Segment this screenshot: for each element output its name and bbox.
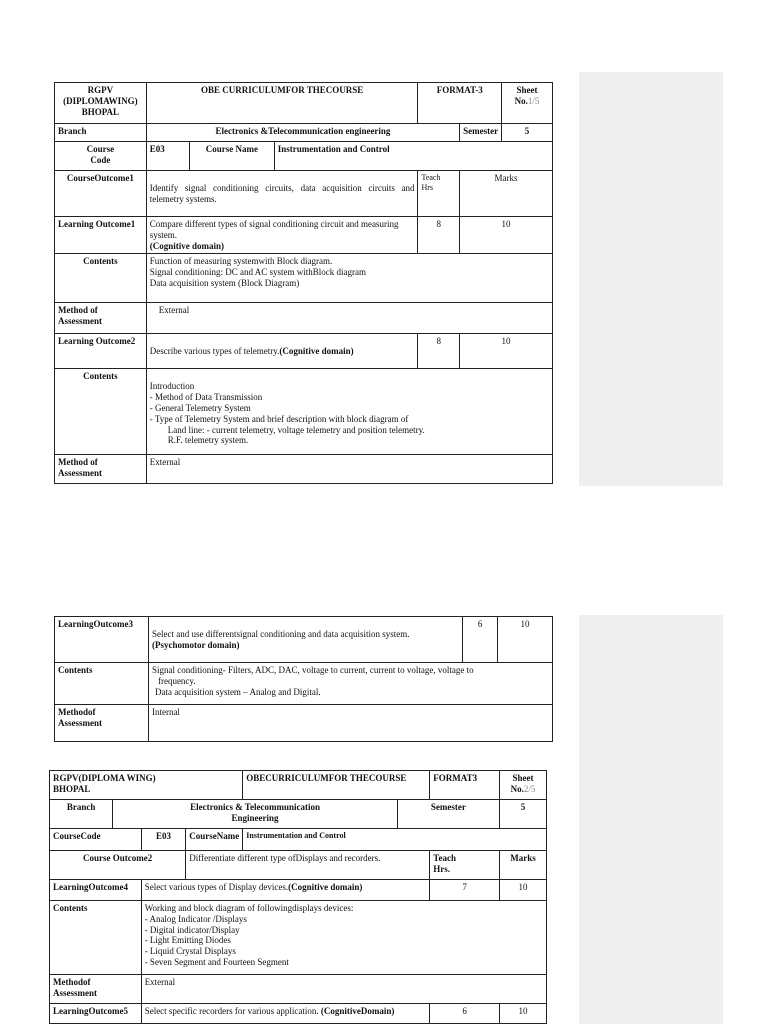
contents-4-text: Working and block diagram of followingdisplays devices: - Analog Indicator /Displays - Digital indicator/Display - Light Emitting Diodes - Liquid Crystal Displays - Seven Segment and Fourteen Segment (141, 901, 546, 975)
curriculum-sheet-1 (54, 82, 553, 484)
learning-outcome-3-text: Select and use differentsignal conditioning and data acquisition system. (Psychomotor domain) (148, 617, 462, 663)
learning-outcome-4-text: Select various types of Display devices.(Cognitive domain) (141, 880, 430, 901)
org-cell: RGPV (DIPLOMAWING) BHOPAL (55, 83, 147, 124)
learning-outcome-1-text: Compare different types of signal conditioning circuit and measuring system. (Cognitive domain) (146, 217, 418, 254)
format-label-2: FORMAT3 (430, 771, 500, 800)
learning-outcome-3-hrs: 6 (463, 617, 498, 663)
learning-outcome-4-label: LearningOutcome4 (50, 880, 142, 901)
method-of-assessment-1-value: External (146, 303, 552, 334)
course-name-value: Instrumentation and Control (274, 142, 552, 171)
learning-outcome-4-marks: 10 (499, 880, 546, 901)
course-code-value-2: E03 (141, 829, 186, 851)
course-code-label-2: CourseCode (50, 829, 142, 851)
course-outcome-text: Identify signal conditioning circuits, data acquisition circuits and telemetry systems. (146, 171, 418, 217)
learning-outcome-5-marks: 10 (499, 1004, 546, 1024)
method-of-assessment-1-label: Method of Assessment (55, 303, 147, 334)
learning-outcome-5-hrs: 6 (430, 1004, 500, 1024)
curriculum-sheet-1-continued (54, 616, 553, 742)
learning-outcome-5-text: Select specific recorders for various application. (CognitiveDomain) (141, 1004, 430, 1024)
learning-outcome-2-hrs: 8 (418, 334, 460, 369)
course-name-value-2: Instrumentation and Control (243, 829, 547, 851)
sheet-number: Sheet No.1/5 (502, 83, 553, 124)
method-of-assessment-2-value: External (146, 455, 552, 484)
course-outcome-2-text: Differentiate different type ofDisplays and recorders. (186, 851, 430, 880)
course-name-label: Course Name (189, 142, 274, 171)
learning-outcome-3-marks: 10 (498, 617, 553, 663)
learning-outcome-1-hrs: 8 (418, 217, 460, 254)
method-of-assessment-4-value: External (141, 975, 546, 1004)
document-title-2: OBECURRICULUMFOR THECOURSE (243, 771, 430, 800)
learning-outcome-2-text: Describe various types of telemetry.(Cognitive domain) (146, 334, 418, 369)
branch-label-2: Branch (50, 800, 113, 829)
course-code-value: E03 (146, 142, 189, 171)
semester-label-2: Semester (397, 800, 499, 829)
method-of-assessment-3-label: Methodof Assessment (55, 705, 149, 742)
learning-outcome-2-marks: 10 (460, 334, 553, 369)
learning-outcome-1-marks: 10 (460, 217, 553, 254)
semester-value: 5 (502, 124, 553, 142)
contents-1-text: Function of measuring systemwith Block diagram. Signal conditioning: DC and AC system withBlock diagram Data acquisition system (Block Diagram) (146, 254, 552, 303)
contents-2-text: Introduction - Method of Data Transmission - General Telemetry System - Type of Telemetry System and brief description with block diagram of Land line: - current telemetry, voltage telemetry and position telemetry. R.F. telemetry system. (146, 369, 552, 455)
contents-3-text: Signal conditioning- Filters, ADC, DAC, voltage to current, current to voltage, voltage to frequency. Data acquisition system – Analog and Digital. (148, 663, 552, 705)
branch-value: Electronics &Telecommunication engineering (146, 124, 459, 142)
teach-hrs-label: Teach Hrs (418, 171, 460, 217)
learning-outcome-5-label: LearningOutcome5 (50, 1004, 142, 1024)
contents-1-label: Contents (55, 254, 147, 303)
learning-outcome-3-label: LearningOutcome3 (55, 617, 149, 663)
method-of-assessment-3-value: Internal (148, 705, 552, 742)
curriculum-sheet-2 (49, 770, 547, 1024)
semester-value-2: 5 (499, 800, 546, 829)
contents-3-label: Contents (55, 663, 149, 705)
learning-outcome-4-hrs: 7 (430, 880, 500, 901)
course-code-label: Course Code (55, 142, 147, 171)
contents-4-label: Contents (50, 901, 142, 975)
marks-label: Marks (460, 171, 553, 217)
course-name-label-2: CourseName (186, 829, 243, 851)
side-panel-1 (579, 72, 723, 486)
semester-label: Semester (460, 124, 502, 142)
marks-label-2: Marks (499, 851, 546, 880)
course-outcome-label: CourseOutcome1 (55, 171, 147, 217)
method-of-assessment-2-label: Method of Assessment (55, 455, 147, 484)
sheet-number-2: Sheet No.2/5 (499, 771, 546, 800)
method-of-assessment-4-label: Methodof Assessment (50, 975, 142, 1004)
branch-value-2: Electronics & Telecommunication Engineering (113, 800, 397, 829)
org-cell-2: RGPV(DIPLOMA WING) BHOPAL (50, 771, 243, 800)
format-label: FORMAT-3 (418, 83, 502, 124)
teach-hrs-label-2: Teach Hrs. (430, 851, 500, 880)
course-outcome-2-label: Course Outcome2 (50, 851, 186, 880)
learning-outcome-1-label: Learning Outcome1 (55, 217, 147, 254)
side-panel-2 (579, 615, 723, 1024)
branch-label: Branch (55, 124, 147, 142)
document-title: OBE CURRICULUMFOR THECOURSE (146, 83, 418, 124)
learning-outcome-2-label: Learning Outcome2 (55, 334, 147, 369)
contents-2-label: Contents (55, 369, 147, 455)
